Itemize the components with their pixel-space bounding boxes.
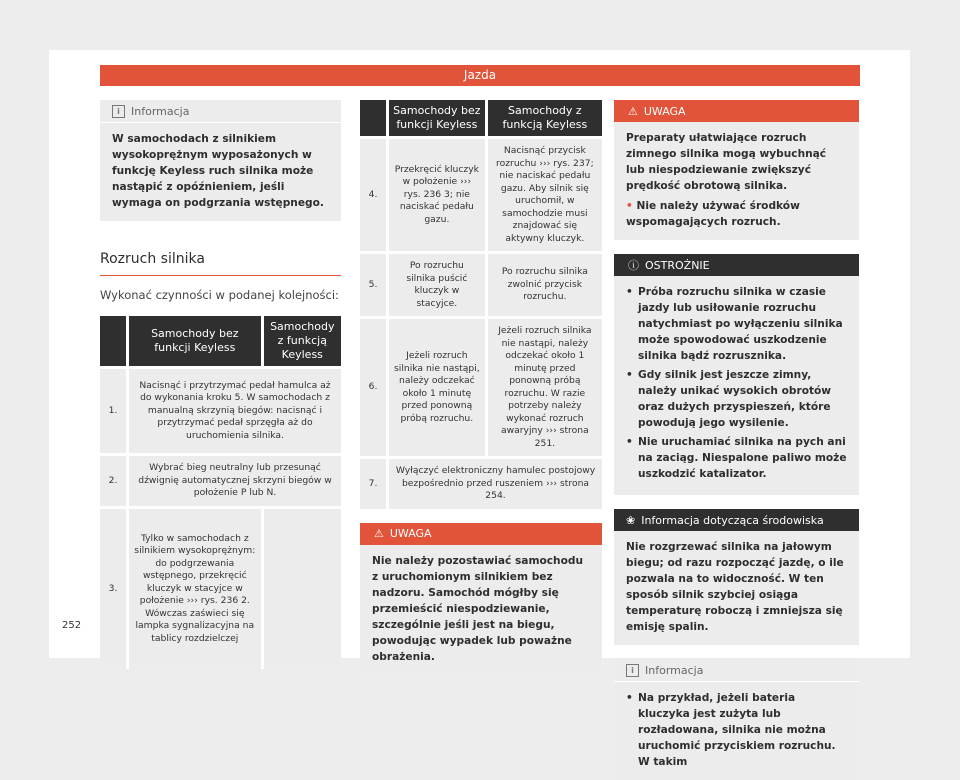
right-column [614, 100, 859, 780]
list-item: • Próba rozruchu silnika w czasie jazdy lub usiłowanie rozruchu natychmiast po wyłączeniu silnika może spowodować uszkodzenie silnika bądź rozrusznika. [626, 284, 847, 364]
intro-text: Wykonać czynności w podanej kolejności: [100, 288, 339, 302]
table-row: 1. Nacisnąć i przytrzymać pedał hamulca aż do wykonania kroku 5. W samochodach z manualną skrzynią biegów: nacisnąć i przytrzymać pedał sprzęgła aż do uruchomienia silnika. [100, 368, 341, 455]
table-row: 3. Tylko w samochodach z silnikiem wysokoprężnym: do podgrzewania wstępnego, przekręcić kluczyk w stacyjce w położenie ››› rys. 236 2. Wówczas zaświeci się lampka sygnalizacyjna na tablicy rozdzielczej [100, 508, 341, 670]
warning-text: Nie należy pozostawiać samochodu z uruchomionym silnikiem bez nadzoru. Samochód mógłby się przemieścić niespodziewanie, szczególnie jeśli jest na biegu, powodując wypadek lub poważne obrażenia. [372, 554, 583, 663]
col-header-keyless: Samochody z funkcją Keyless [486, 100, 602, 138]
left-column [100, 100, 341, 669]
environment-title: ❀ Informacja dotycząca środowiska [614, 509, 859, 531]
caution-icon: ⓘ [628, 259, 639, 272]
info-box-text: W samochodach z silnikiem wysokoprężnym wyposażonych w funkcję Keyless ruch silnika może nastąpić z opóźnieniem, jeśli wymaga on podgrzania wstępnego. [112, 133, 324, 209]
list-item: • Gdy silnik jest jeszcze zimny, należy unikać wysokich obrotów oraz dużych przyspieszeń, które powodują jego wysilenie. [626, 367, 847, 431]
list-item: • Na przykład, jeżeli bateria kluczyka jest zużyta lub rozładowana, silnika nie można uruchomić przyciskiem rozruchu. W takim [626, 692, 836, 768]
warning-box [614, 100, 859, 240]
warning-bullet: Nie należy używać środków wspomagających rozruch. [626, 200, 800, 228]
steps-table-right [360, 100, 602, 509]
leaf-icon: ❀ [626, 513, 636, 527]
col-header-keyless: Samochody z funkcją Keyless [262, 316, 341, 368]
steps-table-left [100, 316, 341, 669]
middle-column [360, 100, 602, 675]
caution-title: ⓘ OSTROŻNIE [614, 254, 859, 276]
table-row: 5. Po rozruchu silnika puścić kluczyk w stacyjce. Po rozruchu silnika zwolnić przycisk rozruchu. [360, 253, 602, 318]
table-row: 4. Przekręcić kluczyk w położenie ››› rys. 236 3; nie naciskać pedału gazu. Nacisnąć przycisk rozruchu ››› rys. 237; nie naciskać pedału gazu. Aby silnik się uruchomił, w samochodzie musi znajdować się aktywny kluczyk. [360, 138, 602, 253]
col-header-no-keyless: Samochody bez funkcji Keyless [128, 316, 263, 368]
info-box-title: i Informacja [614, 659, 859, 682]
table-row: 6. Jeżeli rozruch silnika nie nastąpi, należy odczekać około 1 minutę przed ponowną próbą rozruchu. Jeżeli rozruch silnika nie nastąpi, należy odczekać około 1 minutę przed ponowną próbą rozruchu. W razie potrzeby należy wykonać rozruch awaryjny ››› strona 251. [360, 318, 602, 458]
warning-icon: ⚠ [374, 527, 384, 540]
list-item: • Nie uruchamiać silnika na pych ani na zaciąg. Niespalone paliwo może uszkodzić katalizator. [626, 434, 847, 482]
section-title: Rozruch silnika [100, 251, 341, 276]
bullet-icon: • [626, 200, 633, 212]
warning-box [360, 523, 602, 675]
info-box [100, 100, 341, 221]
environment-box [614, 509, 859, 645]
info-icon: i [112, 105, 125, 118]
warning-title: ⚠ UWAGA [614, 100, 859, 122]
warning-title: ⚠ UWAGA [360, 523, 602, 545]
info-box [614, 659, 859, 780]
environment-text: Nie rozgrzewać silnika na jałowym biegu; od razu rozpocząć jazdę, o ile pozwala na to widoczność. W ten sposób silnik szybciej osiąga temperaturę roboczą i zmniejsza się emisję spalin. [626, 541, 844, 633]
warning-text: Preparaty ułatwiające rozruch zimnego silnika mogą wybuchnąć lub niespodziewanie zwiększyć prędkość obrotową silnika. [626, 132, 827, 192]
table-row: 7. Wyłączyć elektroniczny hamulec postojowy bezpośrednio przed ruszeniem ››› strona 254. [360, 458, 602, 509]
caution-box [614, 254, 859, 495]
col-header-no-keyless: Samochody bez funkcji Keyless [388, 100, 487, 138]
info-icon: i [626, 664, 639, 677]
page-number: 252 [62, 620, 82, 631]
table-row: 2. Wybrać bieg neutralny lub przesunąć dźwignię automatycznej skrzyni biegów w położenie P lub N. [100, 455, 341, 508]
chapter-header: Jazda [100, 65, 860, 86]
info-box-title: i Informacja [100, 100, 341, 123]
warning-icon: ⚠ [628, 104, 638, 118]
